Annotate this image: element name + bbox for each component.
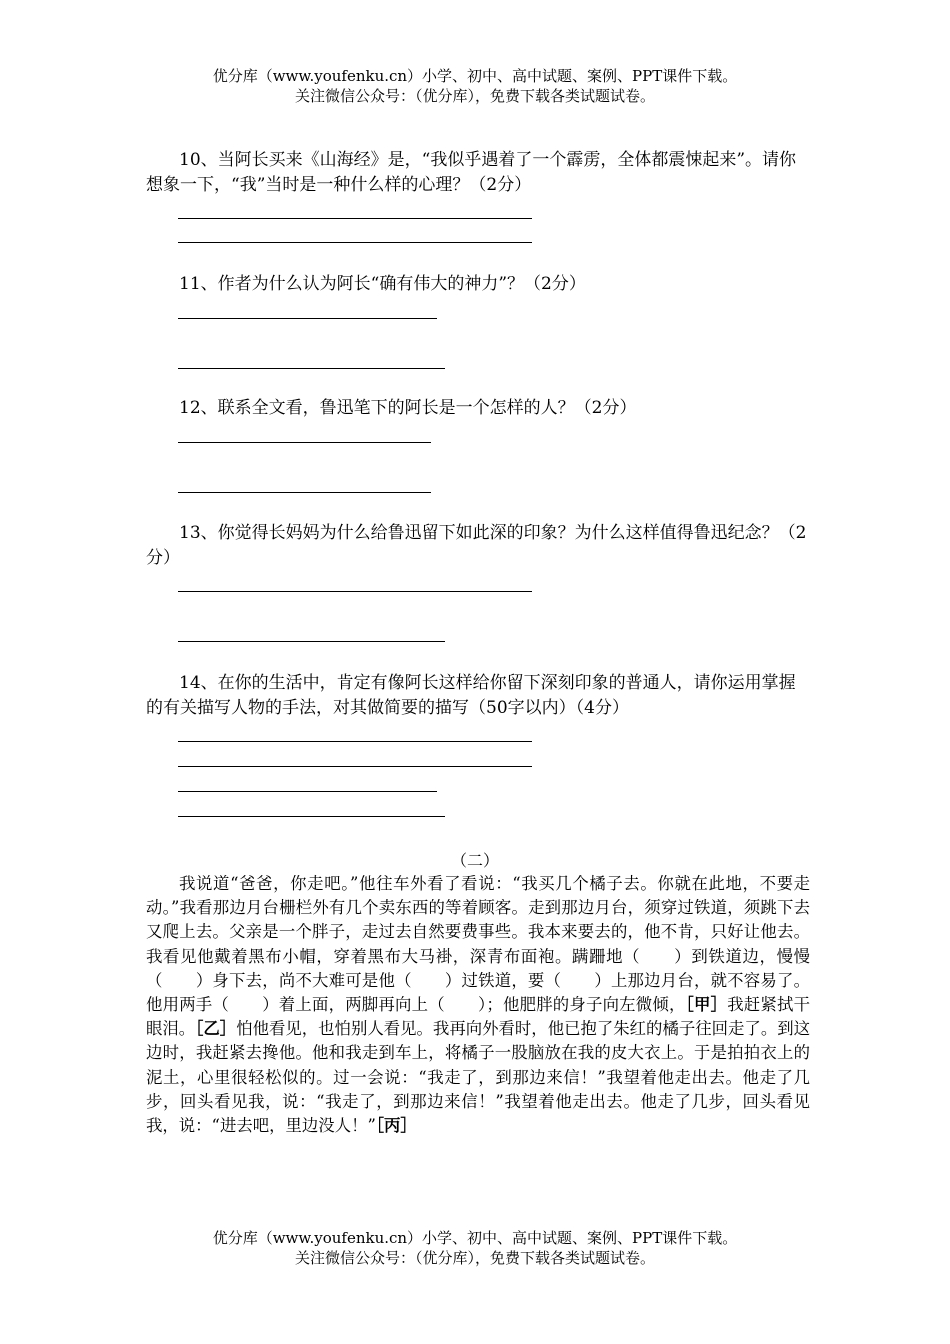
answer-line[interactable] <box>178 442 431 443</box>
question-12: 12、联系全文看，鲁迅笔下的阿长是一个怎样的人？（2分） <box>179 398 637 418</box>
answer-line[interactable] <box>178 242 532 243</box>
question-14: 14、在你的生活中，肯定有像阿长这样给你留下深刻印象的普通人，请你运用掌握的有关描写人物的手法，对其做简要的描写（50字以内）（4分） <box>146 673 796 718</box>
answer-line[interactable] <box>178 218 532 219</box>
answer-line[interactable] <box>178 492 431 493</box>
answer-line[interactable] <box>178 318 437 319</box>
footer-line-1: 优分库（www.youfenku.cn）小学、初中、高中试题、案例、PPT课件下载。 <box>212 1229 738 1247</box>
question-13: 13、你觉得长妈妈为什么给鲁迅留下如此深的印象？为什么这样值得鲁迅纪念？（2分） <box>146 523 807 568</box>
answer-line[interactable] <box>178 816 445 817</box>
answer-line[interactable] <box>178 766 532 767</box>
question-11: 11、作者为什么认为阿长“确有伟大的神力”？（2分） <box>179 274 586 294</box>
passage-part-2: 我赶紧拭干眼泪。 <box>146 995 810 1039</box>
passage-part-3: 怕他看见，也怕别人看见。我再向外看时，他已抱了朱红的橘子往回走了。到这边时，我赶紧去搀他。他和我走到车上，将橘子一股脑放在我的皮大衣上。于是拍拍衣上的泥土，心里很轻松似的。过一会说：“我走了，到那边来信！”我望着他走出去。他走了几步，回头看见我，说：“我走了，到那边来信！”我望着他走出去。他走了几步，回头看见我，说：“进去吧，里边没人！” <box>146 1019 811 1136</box>
reading-passage <box>146 872 810 1138</box>
answer-line[interactable] <box>178 641 445 642</box>
mark-jia: ［甲］ <box>685 995 728 1015</box>
answer-line[interactable] <box>178 591 532 592</box>
answer-line[interactable] <box>178 791 437 792</box>
header-line-2: 关注微信公众号：（优分库），免费下载各类试题试卷。 <box>294 87 655 105</box>
question-10: 10、当阿长买来《山海经》是，“我似乎遇着了一个霹雳，全体都震悚起来”。请你想象一下，“我”当时是一种什么样的心理？（2分） <box>146 150 797 195</box>
mark-yi: ［乙］ <box>195 1019 237 1039</box>
header-line-1: 优分库（www.youfenku.cn）小学、初中、高中试题、案例、PPT课件下载。 <box>212 67 738 85</box>
answer-line[interactable] <box>178 741 532 742</box>
passage-part-1: 我说道“爸爸，你走吧。”他往车外看了看说：“我买几个橘子去。你就在此地，不要走动。”我看那边月台栅栏外有几个卖东西的等着顾客。走到那边月台，须穿过铁道，须跳下去又爬上去。父亲是一个胖子，走过去自然要费事些。我本来要去的，他不肯，只好让他去。我看见他戴着黑布小帽，穿着黑布大马褂，深青布面袍。蹒跚地（ ）到铁道边，慢慢（ ）身下去，尚不大难可是他（ ）过铁道，要（ ）上那边月台，就不容易了。他用两手（ ）着上面，两脚再向上（ ）；他肥胖的身子向左微倾， <box>146 874 810 1015</box>
mark-bing: ［丙］ <box>375 1116 417 1136</box>
section-title: （二） <box>450 851 499 870</box>
answer-line[interactable] <box>178 368 445 369</box>
footer-line-2: 关注微信公众号：（优分库），免费下载各类试题试卷。 <box>294 1249 655 1267</box>
